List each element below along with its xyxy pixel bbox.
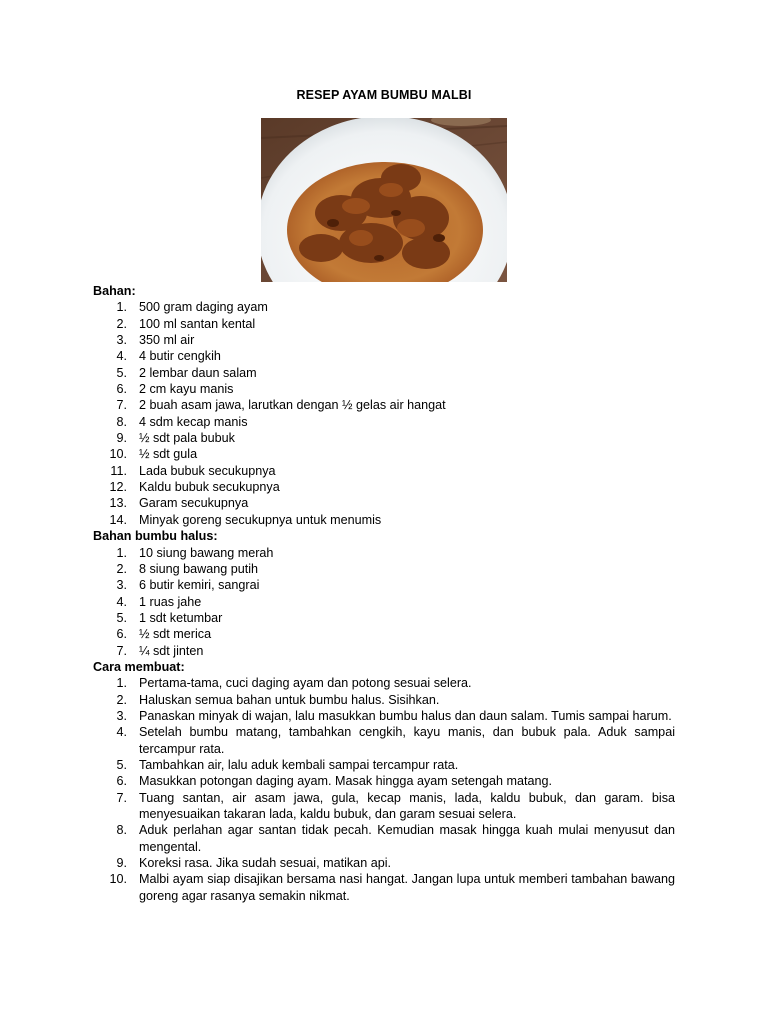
list-item: 5. 2 lembar daun salam: [116, 365, 257, 380]
list-item-text: Setelah bumbu matang, tambahkan cengkih, kayu manis, dan bubuk pala. Aduk sampai tercampur rata.: [139, 725, 675, 756]
list-item: 4. Setelah bumbu matang, tambahkan cengkih, kayu manis, dan bubuk pala. Aduk sampai tercampur rata.: [116, 725, 675, 756]
list-item: 6. 2 cm kayu manis: [116, 382, 234, 397]
list-item-text: 100 ml santan kental: [139, 316, 256, 331]
list-item: 3. 350 ml air: [116, 333, 195, 348]
list-item-text: ½ sdt gula: [139, 447, 198, 462]
bahan-heading: Bahan:: [93, 284, 136, 298]
list-item-text: Masukkan potongan daging ayam. Masak hingga ayam setengah matang.: [139, 774, 553, 789]
list-item-text: Aduk perlahan agar santan tidak pecah. Kemudian masak hingga kuah mulai menyusut dan mengental.: [139, 823, 675, 854]
list-item: 7. ¼ sdt jinten: [116, 643, 204, 658]
list-item: 5. 1 sdt ketumbar: [116, 610, 223, 625]
list-item-text: 4 sdm kecap manis: [139, 414, 248, 429]
list-item-text: Malbi ayam siap disajikan bersama nasi hangat. Jangan lupa untuk memberi tambahan bawang goreng agar rasanya semakin nikmat.: [139, 872, 675, 903]
list-item-text: Koreksi rasa. Jika sudah sesuai, matikan api.: [139, 856, 391, 871]
list-item: 3. 6 butir kemiri, sangrai: [116, 578, 260, 593]
list-item: 1. Pertama-tama, cuci daging ayam dan potong sesuai selera.: [116, 676, 472, 691]
list-item-text: 350 ml air: [139, 333, 195, 348]
list-item: 11. Lada bubuk secukupnya: [110, 463, 276, 478]
list-item: 6. Masukkan potongan daging ayam. Masak hingga ayam setengah matang.: [116, 774, 553, 789]
list-item-text: 10 siung bawang merah: [139, 545, 274, 560]
list-item: 7. 2 buah asam jawa, larutkan dengan ½ gelas air hangat: [116, 398, 446, 413]
list-item: 1. 500 gram daging ayam: [116, 300, 268, 315]
dish-photo-illustration: [261, 118, 507, 282]
list-item-text: 500 gram daging ayam: [139, 300, 268, 315]
list-item-text: Haluskan semua bahan untuk bumbu halus. Sisihkan.: [139, 692, 440, 707]
list-item: 2. 8 siung bawang putih: [116, 561, 259, 576]
list-item-text: Tuang santan, air asam jawa, gula, kecap manis, lada, kaldu bubuk, dan garam. bisa menyesuaikan takaran lada, kaldu bubuk, dan garam sesuai selera.: [139, 790, 675, 821]
list-item-text: 4 butir cengkih: [139, 349, 221, 364]
list-item-text: 8 siung bawang putih: [139, 561, 259, 576]
list-item: 3. Panaskan minyak di wajan, lalu masukkan bumbu halus dan daun salam. Tumis sampai harum.: [116, 708, 672, 723]
list-item: 10. Malbi ayam siap disajikan bersama nasi hangat. Jangan lupa untuk memberi tambahan bawang goreng agar rasanya semakin nikmat.: [109, 872, 675, 903]
list-item: 6. ½ sdt merica: [116, 627, 212, 642]
list-item-text: Minyak goreng secukupnya untuk menumis: [139, 512, 382, 527]
list-item-text: Kaldu bubuk secukupnya: [139, 480, 280, 495]
dish-photo: [261, 118, 507, 282]
list-item-text: 2 buah asam jawa, larutkan dengan ½ gelas air hangat: [139, 398, 446, 413]
cara-heading: Cara membuat:: [93, 659, 185, 674]
list-item: 13. Garam secukupnya: [109, 496, 249, 511]
list-item-text: ½ sdt pala bubuk: [139, 431, 235, 446]
list-item-text: Lada bubuk secukupnya: [139, 463, 276, 478]
bumbu-list: [93, 545, 675, 659]
list-item-text: 1 ruas jahe: [139, 594, 202, 609]
list-item-text: ¼ sdt jinten: [139, 643, 204, 658]
list-item-text: Pertama-tama, cuci daging ayam dan potong sesuai selera.: [139, 676, 472, 691]
list-item-text: ½ sdt merica: [139, 627, 212, 642]
list-item-text: Tambahkan air, lalu aduk kembali sampai tercampur rata.: [139, 757, 459, 772]
list-item: 2. 100 ml santan kental: [116, 316, 256, 331]
bumbu-heading: Bahan bumbu halus:: [93, 529, 218, 544]
recipe-title: RESEP AYAM BUMBU MALBI: [296, 88, 472, 102]
list-item: 5. Tambahkan air, lalu aduk kembali sampai tercampur rata.: [116, 757, 459, 772]
list-item: 8. Aduk perlahan agar santan tidak pecah. Kemudian masak hingga kuah mulai menyusut dan mengental.: [116, 823, 675, 854]
list-item-text: 1 sdt ketumbar: [139, 610, 223, 625]
list-item: 2. Haluskan semua bahan untuk bumbu halus. Sisihkan.: [116, 692, 440, 707]
list-item-text: Panaskan minyak di wajan, lalu masukkan bumbu halus dan daun salam. Tumis sampai harum.: [139, 708, 672, 723]
list-item: 9. Koreksi rasa. Jika sudah sesuai, matikan api.: [116, 856, 391, 871]
list-item: 14. Minyak goreng secukupnya untuk menumis: [109, 512, 382, 527]
list-item-text: 2 lembar daun salam: [139, 365, 257, 380]
bahan-list: [93, 299, 675, 528]
cara-list: [93, 675, 675, 904]
list-item: 9. ½ sdt pala bubuk: [116, 431, 235, 446]
list-item: 7. Tuang santan, air asam jawa, gula, kecap manis, lada, kaldu bubuk, dan garam. bisa menyesuaikan takaran lada, kaldu bubuk, dan garam sesuai selera.: [116, 790, 675, 821]
recipe-body: [93, 283, 675, 904]
list-item: 10. ½ sdt gula: [109, 447, 198, 462]
list-item: 8. 4 sdm kecap manis: [116, 414, 248, 429]
list-item-text: Garam secukupnya: [139, 496, 249, 511]
list-item-text: 2 cm kayu manis: [139, 382, 234, 397]
list-item: 1. 10 siung bawang merah: [116, 545, 274, 560]
list-item: 12. Kaldu bubuk secukupnya: [109, 480, 280, 495]
list-item: 4. 1 ruas jahe: [116, 594, 202, 609]
list-item-text: 6 butir kemiri, sangrai: [139, 578, 260, 593]
list-item: 4. 4 butir cengkih: [116, 349, 221, 364]
